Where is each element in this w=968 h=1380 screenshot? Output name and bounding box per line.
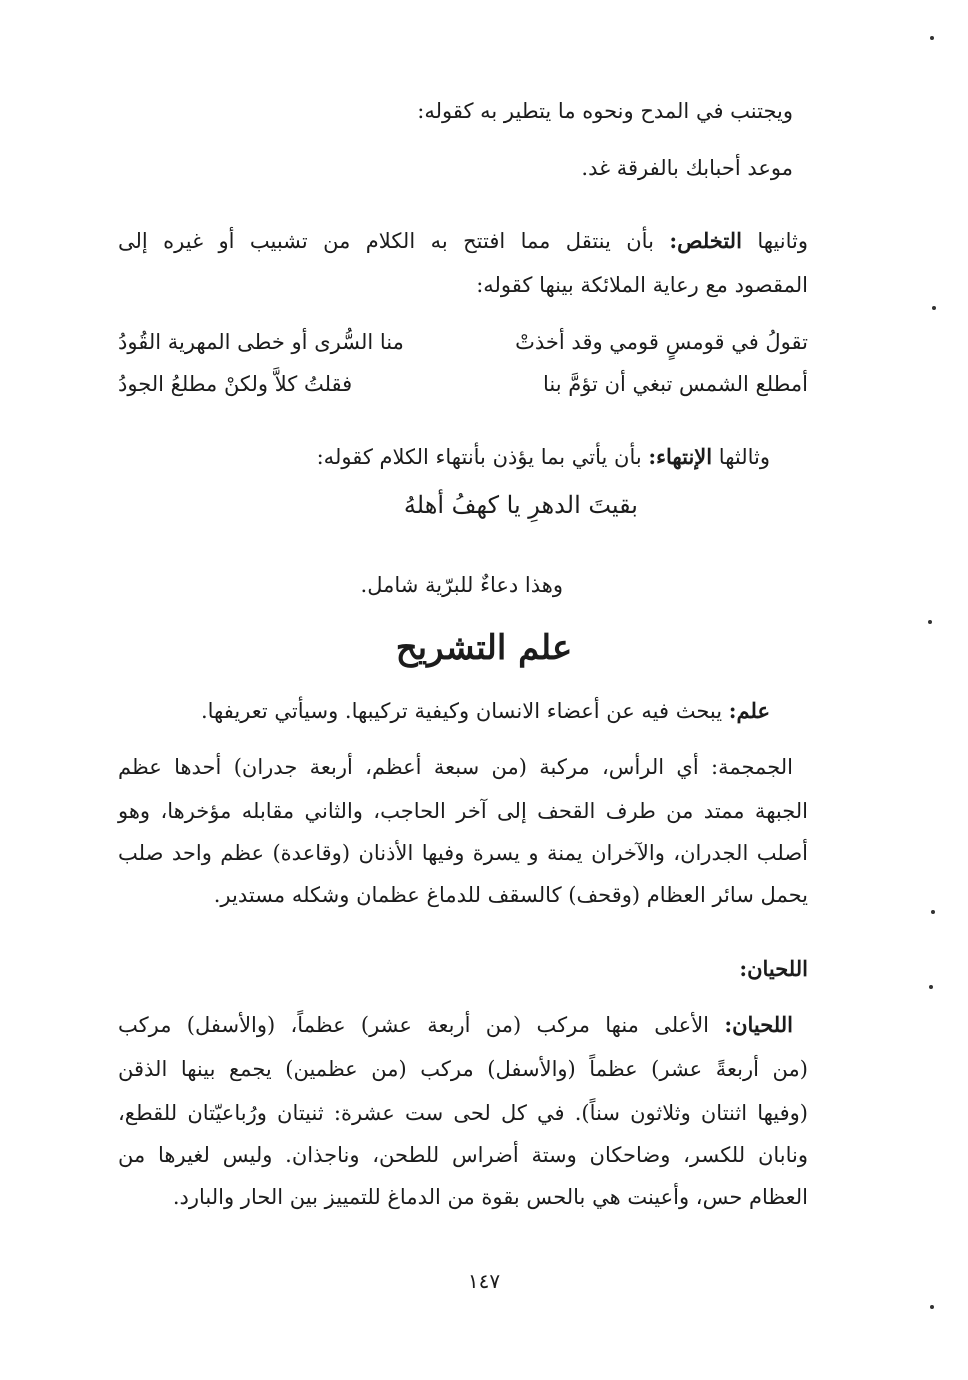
text-line: (وفيها اثنتان وثلاثون سناً). في كل لحى ست عشرة: ثنيتان ورُباعيّتان للقطع، (118, 1101, 808, 1125)
text-line: ونابان للكسر، وضاحكان وستة أضراس للطحن، وناجذان. وليس لغيرها من (118, 1143, 808, 1167)
page-number: ١٤٧ (467, 1269, 501, 1293)
text-line: المقصود مع رعاية الملائكة بينها كقوله: (476, 273, 808, 297)
term-intiha: الإنتهاء: (648, 444, 713, 469)
text-line: العظام حس، وأعينت هي بالحس بقوة من الدماغ للتمييز بين الحار والبارد. (172, 1185, 808, 1209)
verse-hemistich: فقلتُ كلاَّ ولكنْ مطلعُ الجودُ (118, 372, 353, 396)
scan-mark (928, 620, 932, 624)
scan-mark (932, 306, 936, 310)
text-line: يحمل سائر العظام (وقحف) كالسقف للدماغ عظمان وشكله مستدير. (213, 883, 808, 907)
text-line: موعد أحبابك بالفرقة غد. (581, 156, 793, 180)
verse-hemistich: أمطلع الشمس تبغي أن تؤمَّ بنا (542, 372, 808, 396)
verse-line: بقيتَ الدهرِ يا كهفُ أهلهُ (403, 491, 638, 519)
text-line: الجمجمة: أي الرأس، مركبة (من سبعة أعظم، أربعة جدران) أحدها عظم (118, 755, 793, 779)
scan-mark (930, 1305, 934, 1309)
text-line: ويجتنب في المدح ونحوه ما يتطير به كقوله: (417, 99, 793, 123)
scan-mark (930, 36, 934, 40)
verse-hemistich: منا السُّرى أو خطى المهرية القُودُ (118, 330, 404, 354)
scan-mark (931, 910, 935, 914)
verse-line (118, 326, 808, 358)
text-line (120, 696, 770, 726)
text-span: يبحث فيه عن أعضاء الانسان وكيفية تركيبها. وسيأتي تعريفها. (200, 699, 723, 723)
verse-line (118, 368, 808, 400)
term-takhallus: التخلص: (669, 228, 742, 253)
scan-mark (929, 985, 933, 989)
text-line (118, 1010, 793, 1040)
text-span: بأن ينتقل مما افتتح به الكلام من تشبيب أو غيره إلى (118, 229, 654, 253)
section-title: علم التشريح (395, 628, 573, 668)
text-line: (من أربعةً عشر) عظماً (والأسفل) مركب (من عظمين) يجمع بينها الذقن (118, 1057, 808, 1081)
term-lihyan: اللحيان: (724, 1012, 793, 1037)
text-span: الأعلى منها مركب (من أربعة عشر) عظماً، (والأسفل) مركب (118, 1013, 710, 1037)
text-span: بأن يأتي بما يؤذن بأنتهاء الكلام كقوله: (316, 445, 642, 469)
term-ilm: علم: (728, 698, 770, 723)
lead-word: وثالثها (718, 445, 770, 469)
verse-hemistich: تقولُ في قومسٍ قومي وقد أخذتْ (515, 330, 808, 354)
text-line (120, 442, 770, 472)
text-line: وهذا دعاءٌ للبرّية شامل. (360, 573, 563, 597)
lead-word: وثانيها (757, 229, 808, 253)
text-line: الجبهة ممتد من طرف القحف إلى آخر الحاجب، والثاني مقابله مؤخرها، وهو (118, 799, 808, 823)
text-line: أصلب الجدران، والآخران يمنة و يسرة وفيها الأذنان (وقاعدة) عظم واحد صلب (118, 841, 808, 865)
sub-heading: اللحيان: (739, 956, 808, 981)
text-line (118, 226, 808, 256)
